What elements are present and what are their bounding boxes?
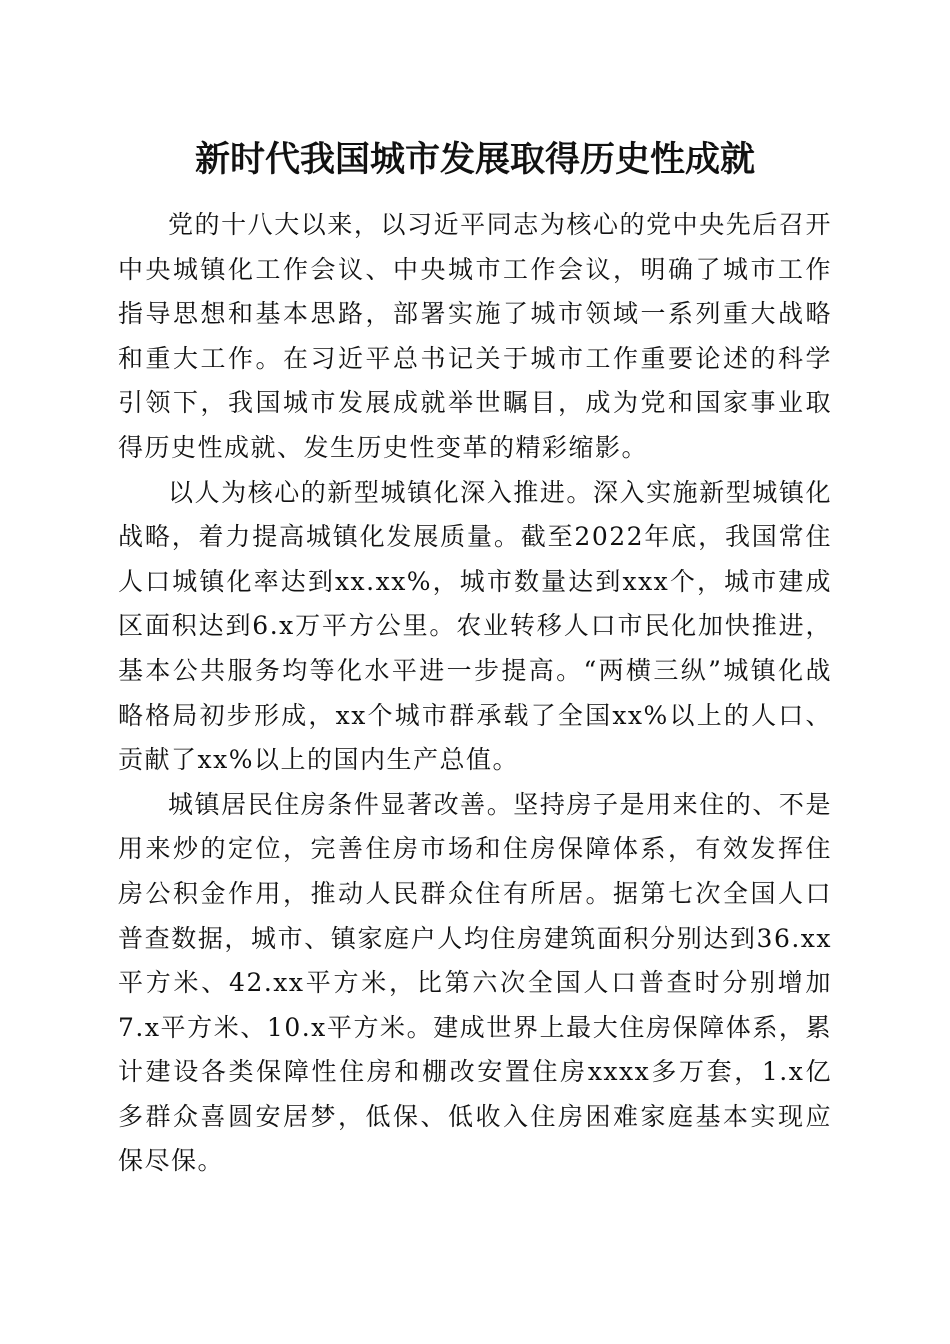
paragraph-urbanization: 以人为核心的新型城镇化深入推进。深入实施新型城镇化战略，着力提高城镇化发展质量。截至2022年底，我国常住人口城镇化率达到xx.xx%，城市数量达到xxx个，城市建成区面积达到6.x万平方公里。农业转移人口市民化加快推进，基本公共服务均等化水平进一步提高。“两横三纵”城镇化战略格局初步形成，xx个城市群承载了全国xx%以上的人口、贡献了xx%以上的国内生产总值。 [118,477,832,775]
paragraph-intro: 党的十八大以来，以习近平同志为核心的党中央先后召开中央城镇化工作会议、中央城市工作会议，明确了城市工作指导思想和基本思路，部署实施了城市领域一系列重大战略和重大工作。在习近平总书记关于城市工作重要论述的科学引领下，我国城市发展成就举世瞩目，成为党和国家事业取得历史性成就、发生历史性变革的精彩缩影。 [118,210,832,462]
document-title: 新时代我国城市发展取得历史性成就 [194,139,755,180]
paragraph-housing: 城镇居民住房条件显著改善。坚持房子是用来住的、不是用来炒的定位，完善住房市场和住房保障体系，有效发挥住房公积金作用，推动人民群众住有所居。据第七次全国人口普查数据，城市、镇家庭户人均住房建筑面积分别达到36.xx平方米、42.xx平方米，比第六次全国人口普查时分别增加7.x平方米、10.x平方米。建成世界上最大住房保障体系，累计建设各类保障性住房和棚改安置住房xxxx多万套，1.x亿多群众喜圆安居梦，低保、低收入住房困难家庭基本实现应保尽保。 [118,789,832,1176]
document-body [118,203,832,1184]
